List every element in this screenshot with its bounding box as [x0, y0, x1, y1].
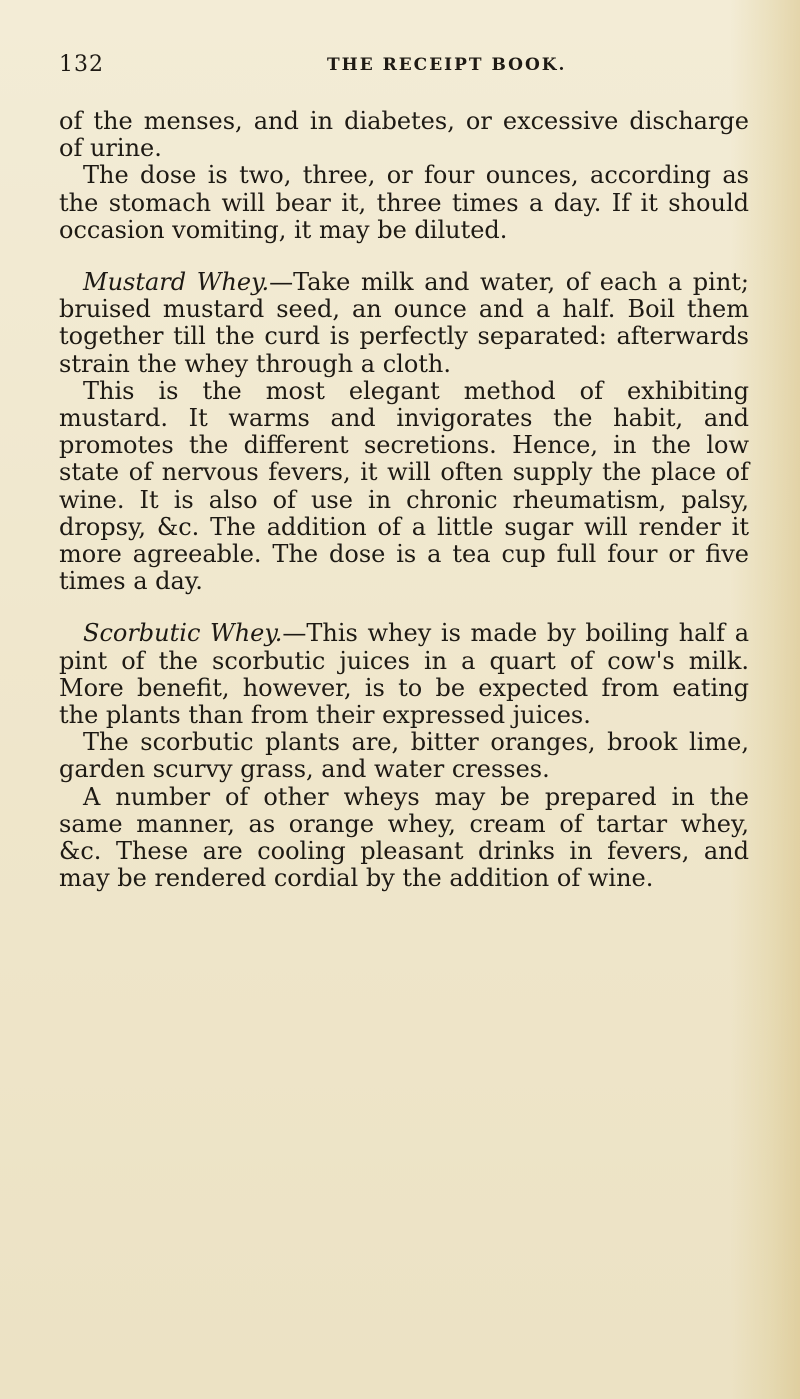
paragraph: A number of other wheys may be prepared in the same manner, as orange whey, cream of tartar whey, &c. These are cooling pleasant drinks in fevers, and may be rendered cordial by the addition of wine. — [59, 782, 749, 893]
page-header — [59, 52, 749, 82]
paragraph: This is the most elegant method of exhibiting mustard. It warms and invigorates the habit, and promotes the different secretions. Hence, in the low state of nervous fevers, it will often supply the place of wine. It is also of use in chronic rheumatism, palsy, dropsy, &c. The addition of a little sugar will render it more agreeable. The dose is a tea cup full four or five times a day. — [59, 376, 749, 596]
paragraph: The scorbutic plants are, bitter oranges, brook lime, garden scurvy grass, and water cresses. — [59, 728, 749, 784]
recipe-title: Scorbutic Whey. — [83, 619, 283, 648]
recipe-title: Mustard Whey. — [83, 268, 270, 297]
paragraph: The dose is two, three, or four ounces, according as the stomach will bear it, three times a day. If it should occasion vomiting, it may be diluted. — [59, 161, 749, 244]
recipe-mustard-whey: Mustard Whey.—Take milk and water, of each a pint; bruised mustard seed, an ounce and a half. Boil them together till the curd is perfectly separated: afterwards strain the whey through a cloth. — [59, 268, 750, 378]
page-number: 132 — [59, 52, 104, 77]
recipe-scorbutic-whey: Scorbutic Whey.—This whey is made by boiling half a pint of the scorbutic juices in a quart of cow's milk. More benefit, however, is to be expected from eating the plants than from their expressed juices. — [59, 619, 749, 730]
running-title: THE RECEIPT BOOK. — [327, 55, 567, 75]
body-text — [59, 108, 749, 892]
paragraph: of the menses, and in diabetes, or excessive discharge of urine. — [59, 107, 749, 163]
